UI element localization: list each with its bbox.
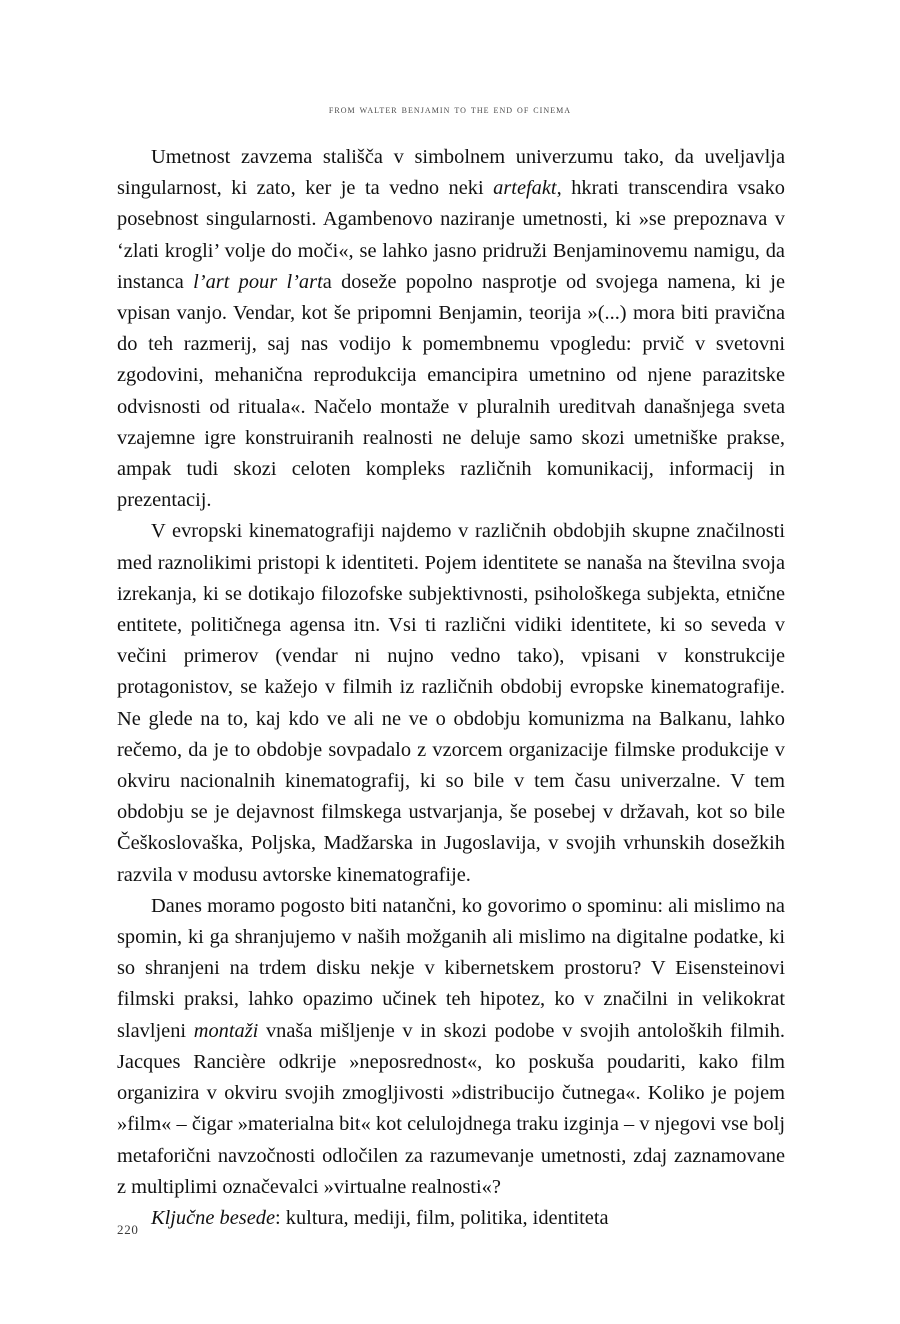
running-head: from walter benjamin to the end of cinema xyxy=(328,104,572,116)
paragraph: Danes moramo pogosto biti natančni, ko govorimo o spominu: ali mislimo na spomin, ki ga shranjujemo v naših možganih ali mislimo na digitalne podatke, ki so shranjeni na trdem disku nekje v kibernetskem prostoru? V Eisensteinovi filmski praksi, lahko opazimo učinek teh hipotez, ko v značilni in velikokrat slavljeni montaži vnaša mišljenje v in skozi podobe v svojih antoloških filmih. Jacques Rancière odkrije »neposrednost«, ko poskuša poudariti, kako film organizira v okviru svojih zmogljivosti »distribucijo čutnega«. Koliko je pojem »film« – čigar »materialna bit« kot celulojdnega traku izginja – v njegovi vse bolj metaforični navzočnosti odločilen za razumevanje umetnosti, zdaj zaznamovane z multiplimi označevalci »virtualne realnosti«? xyxy=(117,894,785,1198)
page-number: 220 xyxy=(117,1222,139,1237)
keywords-label: Ključne besede xyxy=(151,1206,275,1229)
keywords-line xyxy=(117,1203,785,1234)
body-text xyxy=(117,142,785,1234)
paragraph: V evropski kinematografiji najdemo v različnih obdobjih skupne značilnosti med raznolikimi pristopi k identiteti. Pojem identitete se nanaša na številna svoja izrekanja, ki se dotikajo filozofske subjektivnosti, psihološkega subjekta, etnične entitete, političnega agensa itn. Vsi ti različni vidiki identitete, ki so seveda v večini primerov (vendar ni nujno vedno tako), vpisani v konstrukcije protagonistov, se kažejo v filmih iz različnih obdobij evropske kinematografije. Ne glede na to, kaj kdo ve ali ne ve o obdobju komunizma na Balkanu, lahko rečemo, da je to obdobje sovpadalo z vzorcem organizacije filmske produkcije v okviru nacionalnih kinematografij, ki so bile v tem času univerzalne. V tem obdobju se je dejavnost filmskega ustvarjanja, še posebej v državah, kot so bile Češkoslovaška, Poljska, Madžarska in Jugoslavija, v svojih vrhunskih dosežkih razvila v modusu avtorske kinematografije. xyxy=(117,520,785,886)
keywords-value: : kultura, mediji, film, politika, identiteta xyxy=(275,1206,609,1229)
paragraph: Umetnost zavzema stališča v simbolnem univerzumu tako, da uveljavlja singularnost, ki zato, ker je ta vedno neki artefakt, hkrati transcendira vsako posebnost singularnosti. Agambenovo naziranje umetnosti, ki »se prepoznava v ‘zlati krogli’ volje do moči«, se lahko jasno pridruži Benjaminovemu namigu, da instanca l’art pour l’arta doseže popolno nasprotje od svojega namena, ki je vpisan vanjo. Vendar, kot še pripomni Benjamin, teorija »(...) mora biti pravična do teh razmerij, saj nas vodijo k pomembnemu vpogledu: prvič v svetovni zgodovini, mehanična reprodukcija emancipira umetnino od njene parazitske odvisnosti od rituala«. Načelo montaže v pluralnih ureditvah današnjega sveta vzajemne igre konstruiranih realnosti ne deluje samo skozi umetniške prakse, ampak tudi skozi celoten kompleks različnih komunikacij, informacij in prezentacij. xyxy=(117,146,785,512)
